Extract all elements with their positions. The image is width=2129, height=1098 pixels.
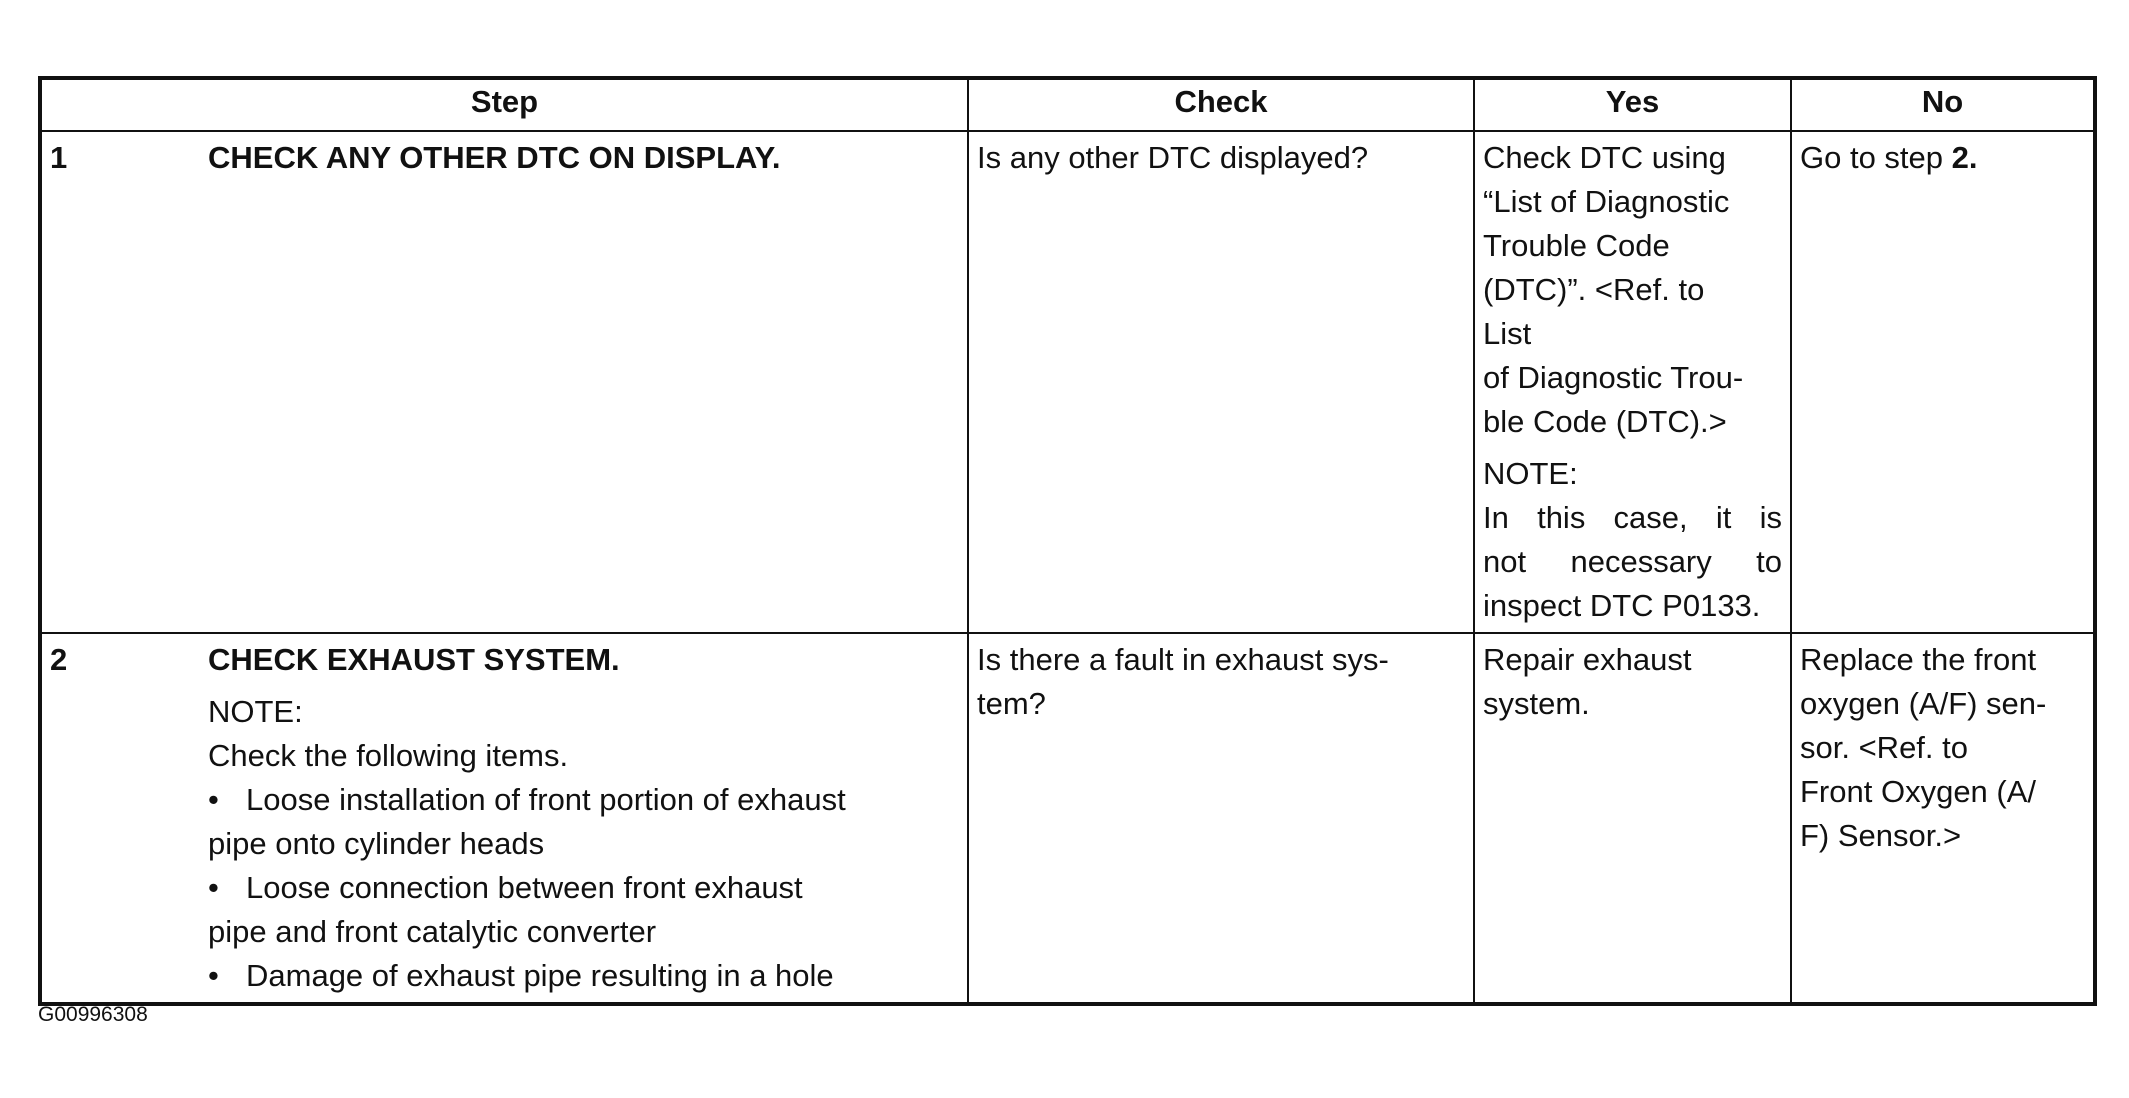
check-cell bbox=[968, 131, 1474, 633]
bullet-item bbox=[208, 954, 959, 998]
table-row bbox=[40, 131, 2095, 633]
note-intro: Check the following items. bbox=[208, 738, 569, 773]
no-line: Replace the front bbox=[1800, 642, 2037, 677]
table-row bbox=[40, 633, 2095, 1004]
bullet-continuation: pipe onto cylinder heads bbox=[208, 826, 545, 861]
header-no: No bbox=[1791, 78, 2095, 131]
check-line: Is there a fault in exhaust sys- bbox=[977, 642, 1389, 677]
bullet-item bbox=[208, 866, 959, 910]
yes-line: “List of Diagnostic bbox=[1483, 184, 1730, 219]
header-yes: Yes bbox=[1474, 78, 1791, 131]
header-check: Check bbox=[968, 78, 1474, 131]
yes-line: Check DTC using bbox=[1483, 140, 1726, 175]
yes-cell bbox=[1474, 131, 1791, 633]
yes-note-line: not necessary to bbox=[1483, 544, 1782, 579]
table-header-row bbox=[40, 78, 2095, 131]
no-text: Go to step bbox=[1800, 140, 1952, 175]
yes-note-label: NOTE: bbox=[1483, 456, 1578, 491]
bullet-item bbox=[208, 778, 959, 822]
no-cell bbox=[1791, 633, 2095, 1004]
step-number: 1 bbox=[40, 131, 208, 633]
yes-note-line: inspect DTC P0133. bbox=[1483, 588, 1761, 623]
yes-line: ble Code (DTC).> bbox=[1483, 404, 1727, 439]
bullet-icon: • bbox=[208, 782, 219, 817]
yes-line: Trouble Code bbox=[1483, 228, 1670, 263]
step-title: CHECK EXHAUST SYSTEM. bbox=[208, 642, 620, 677]
no-line: sor. <Ref. to bbox=[1800, 730, 1969, 765]
yes-line: system. bbox=[1483, 686, 1590, 721]
check-line: tem? bbox=[977, 686, 1046, 721]
yes-line: List bbox=[1483, 316, 1532, 351]
check-cell bbox=[968, 633, 1474, 1004]
step-cell bbox=[208, 633, 968, 1004]
yes-line: of Diagnostic Trou- bbox=[1483, 360, 1744, 395]
yes-line: (DTC)”. <Ref. to bbox=[1483, 272, 1705, 307]
figure-id: G00996308 bbox=[38, 1003, 148, 1026]
bullet-text: Loose installation of front portion of exhaust bbox=[246, 782, 846, 817]
note-label: NOTE: bbox=[208, 694, 303, 729]
bullet-icon: • bbox=[208, 958, 219, 993]
no-cell bbox=[1791, 131, 2095, 633]
yes-line: Repair exhaust bbox=[1483, 642, 1692, 677]
bullet-text: Damage of exhaust pipe resulting in a hole bbox=[246, 958, 834, 993]
header-step: Step bbox=[40, 78, 968, 131]
step-cell bbox=[208, 131, 968, 633]
yes-cell bbox=[1474, 633, 1791, 1004]
bullet-continuation: pipe and front catalytic converter bbox=[208, 914, 657, 949]
no-line: F) Sensor.> bbox=[1800, 818, 1962, 853]
no-line: oxygen (A/F) sen- bbox=[1800, 686, 2047, 721]
check-question: Is any other DTC displayed? bbox=[977, 140, 1369, 175]
step-number: 2 bbox=[40, 633, 208, 1004]
bullet-text: Loose connection between front exhaust bbox=[246, 870, 803, 905]
bullet-icon: • bbox=[208, 870, 219, 905]
diagnostic-table bbox=[38, 76, 2097, 1006]
step-reference: 2. bbox=[1951, 140, 1978, 175]
yes-note-line: In this case, it is bbox=[1483, 500, 1782, 535]
step-title: CHECK ANY OTHER DTC ON DISPLAY. bbox=[208, 140, 781, 175]
no-line: Front Oxygen (A/ bbox=[1800, 774, 2037, 809]
